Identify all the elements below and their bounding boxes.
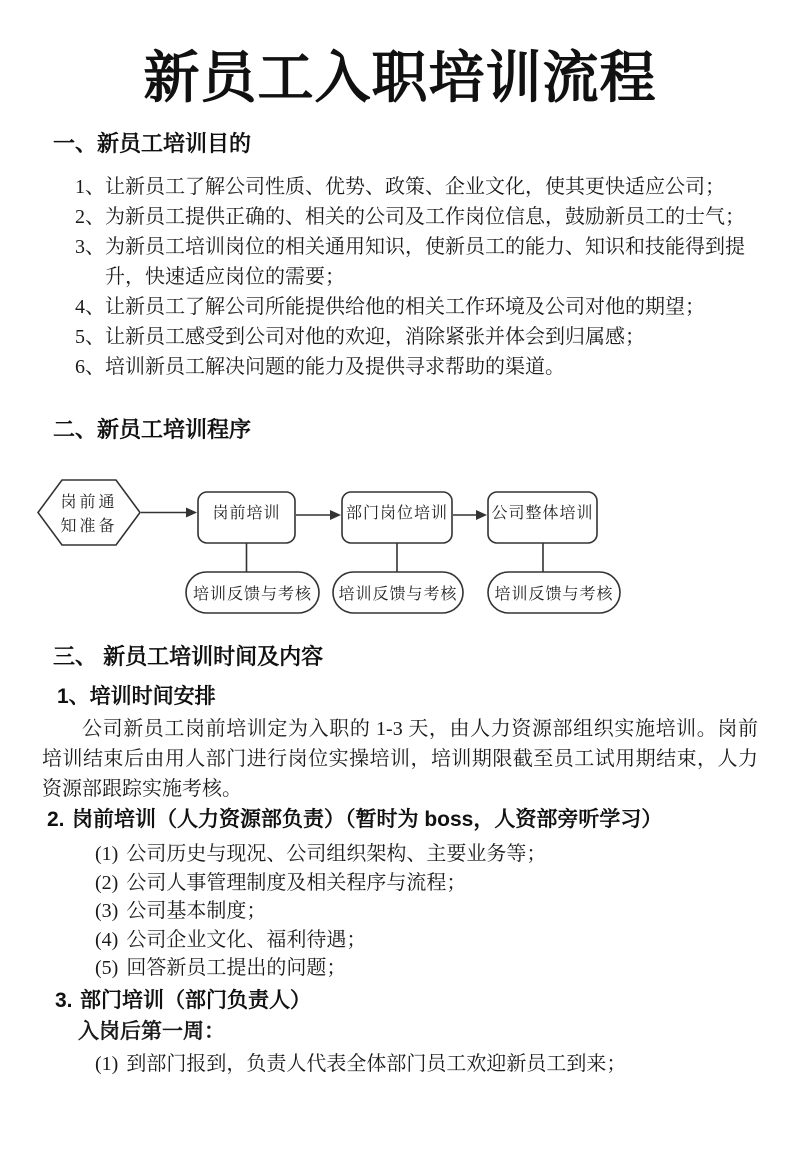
sub3-heading-text: 部门培训（部门负责人） <box>80 988 311 1012</box>
item-text: 公司基本制度； <box>126 900 267 922</box>
training-schedule-paragraph: 公司新员工岗前培训定为入职的 1-3 天，由人力资源部组织实施培训。岗前培训结束后由用人部门进行岗位实操培训，培训期限截至员工试用期结束，人力资源部跟踪实施考核。 <box>42 718 758 800</box>
list-item <box>42 292 758 322</box>
item-text: 为新员工提供正确的、相关的公司及工作岗位信息，鼓励新员工的士气； <box>105 206 745 228</box>
feedback-label-3: 培训反馈与考核 <box>494 586 614 603</box>
list-item <box>42 352 758 382</box>
list-item <box>42 232 758 292</box>
item-number: 6、 <box>75 356 105 378</box>
list-item <box>42 202 758 232</box>
sub3-heading <box>55 989 758 1012</box>
item-number: (5) <box>95 957 119 979</box>
flow-step1-label: 岗前培训 <box>212 505 281 522</box>
section2-heading: 二、新员工培训程序 <box>53 417 252 442</box>
list-item <box>42 869 758 898</box>
list-item <box>42 897 758 926</box>
item-number: 1、 <box>75 176 105 198</box>
list-item <box>42 172 758 202</box>
list-item <box>42 322 758 352</box>
sub2-heading-text: 岗前培训（人力资源部负责）（暂时为 boss，人资部旁听学习） <box>72 808 663 831</box>
flow-step3-label: 公司整体培训 <box>491 505 594 522</box>
flow-start-label-line1: 岗前通 <box>60 494 118 511</box>
item-number: 5、 <box>75 326 105 348</box>
list-item <box>42 926 758 955</box>
item-number: 2、 <box>75 206 105 228</box>
item-number: (4) <box>95 928 119 951</box>
flow-start-hexagon <box>38 480 140 545</box>
item-number: (1) <box>95 1052 119 1075</box>
feedback-label-1: 培训反馈与考核 <box>192 586 313 603</box>
flow-arrowhead-2-icon <box>330 510 341 520</box>
item-text: 为新员工培训岗位的相关通用知识，使新员工的能力、知识和技能得到提升，快速适应岗位的需要； <box>105 236 745 288</box>
item-text: 回答新员工提出的问题； <box>126 957 347 979</box>
item-number: 4、 <box>75 296 105 318</box>
sub3-number: 3. <box>55 988 73 1012</box>
section1-heading: 一、新员工培训目的 <box>53 131 252 156</box>
section3-heading: 三、 新员工培训时间及内容 <box>53 644 324 669</box>
item-text: 培训新员工解决问题的能力及提供寻求帮助的渠道。 <box>105 356 565 378</box>
training-purpose-list <box>42 172 758 382</box>
flow-start-label-line2: 知准备 <box>60 518 118 535</box>
page-title: 新员工入职培训流程 <box>143 46 657 109</box>
item-text: 让新员工了解公司性质、优势、政策、企业文化，使其更快适应公司； <box>105 176 725 198</box>
item-text: 公司企业文化、福利待遇； <box>126 928 367 951</box>
sub1-heading: 1、培训时间安排 <box>57 685 216 708</box>
flow-step2-label: 部门岗位培训 <box>345 505 449 522</box>
list-item <box>42 1050 758 1079</box>
item-text: 让新员工感受到公司对他的欢迎，消除紧张并体会到归属感； <box>105 326 645 348</box>
first-week-subheading: 入岗后第一周： <box>78 1019 225 1043</box>
sub2-number: 2. <box>47 808 65 831</box>
item-number: (2) <box>95 871 119 894</box>
list-item <box>42 840 758 869</box>
flow-arrowhead-1-icon <box>186 508 197 518</box>
item-number: (1) <box>95 843 119 865</box>
training-process-flowchart <box>0 470 800 625</box>
department-training-list <box>42 1050 758 1079</box>
item-text: 公司人事管理制度及相关程序与流程； <box>126 871 467 894</box>
item-text: 让新员工了解公司所能提供给他的相关工作环境及公司对他的期望； <box>105 296 705 318</box>
feedback-label-2: 培训反馈与考核 <box>338 586 458 603</box>
item-text: 公司历史与现况、公司组织架构、主要业务等； <box>126 843 547 865</box>
item-number: 3、 <box>75 236 105 258</box>
sub2-heading <box>47 808 758 831</box>
pre-job-training-list <box>42 840 758 983</box>
item-text: 到部门报到，负责人代表全体部门员工欢迎新员工到来； <box>126 1052 627 1075</box>
list-item <box>42 954 758 983</box>
flow-arrowhead-3-icon <box>476 510 487 520</box>
item-number: (3) <box>95 900 119 922</box>
